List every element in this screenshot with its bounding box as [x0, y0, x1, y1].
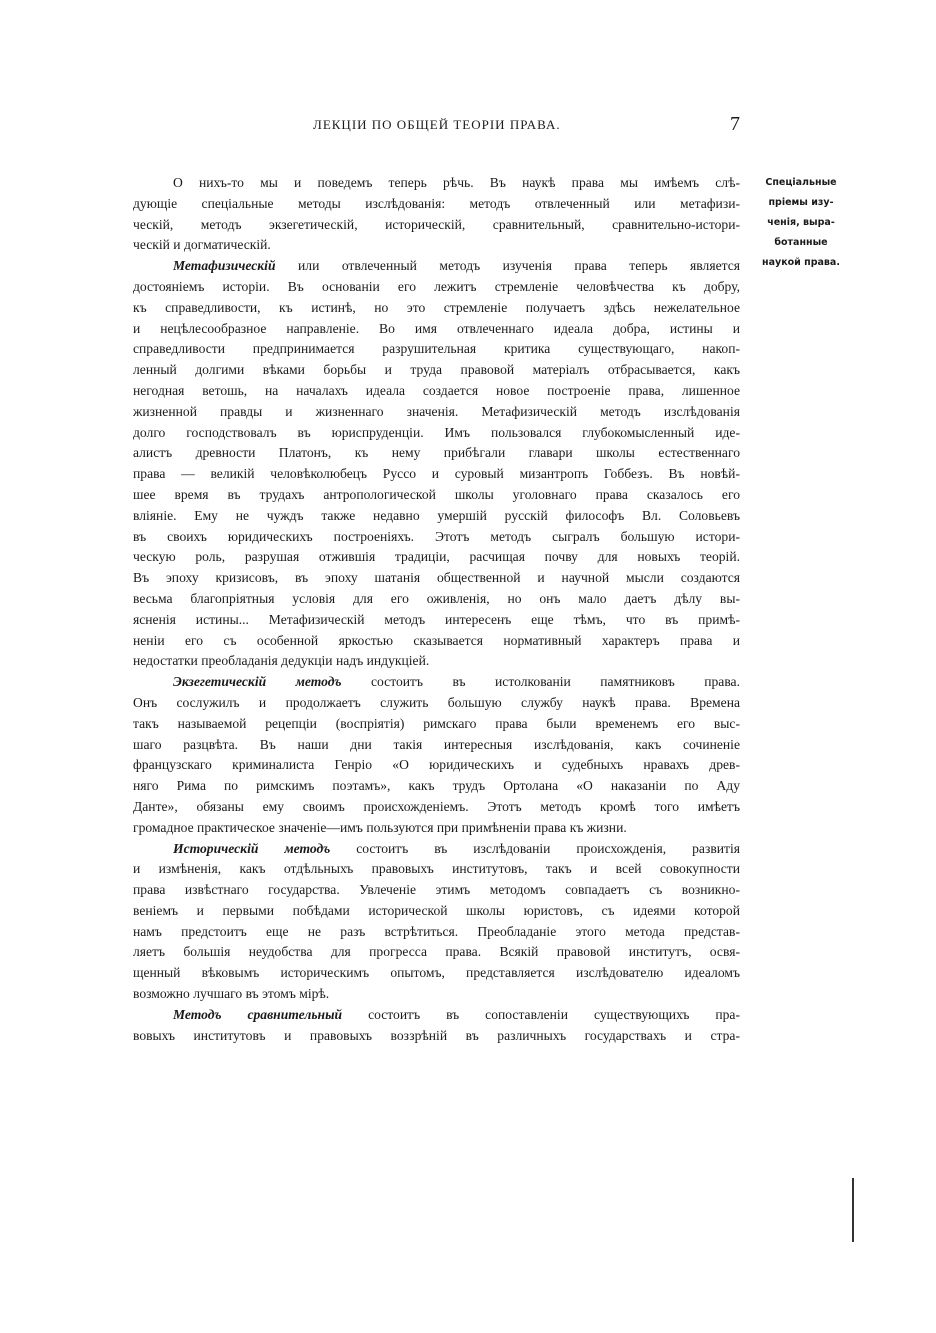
paragraph: [133, 1005, 740, 1047]
margin-note: [758, 173, 844, 273]
text-line: [133, 402, 740, 423]
paragraph-lead-term: Методъ сравнительный: [173, 1006, 343, 1022]
text-line: [133, 443, 740, 464]
line-text: справедливости предпринимается разрушительная критика существующаго, накоп-: [133, 341, 740, 357]
paragraph: [133, 672, 740, 838]
line-text: неніи его съ особенной яркостью сказывается нормативный характеръ права и: [133, 632, 740, 648]
line-text: негодная ветошь, на началахъ идеала создается новое построеніе права, лишенное: [133, 382, 740, 398]
text-line: [133, 360, 740, 381]
line-text: няго Рима по римскимъ поэтамъ», какъ трудъ Ортолана «О наказаніи по Аду: [133, 778, 740, 794]
line-text: ческій и догматическій.: [133, 237, 271, 253]
text-line: [133, 1026, 740, 1047]
text-line: [133, 839, 740, 860]
paragraph-lead-term: Историческій методъ: [173, 840, 331, 856]
text-line: [133, 423, 740, 444]
paragraph: [133, 173, 740, 256]
body-text: [133, 173, 740, 1046]
margin-note-line: Спеціальные: [765, 177, 837, 188]
text-line: [133, 506, 740, 527]
text-line: [133, 818, 740, 839]
text-line: [133, 381, 740, 402]
text-line: [133, 714, 740, 735]
line-text: права — великій человѣколюбецъ Руссо и суровый мизантропъ Гоббезъ. Въ новѣй-: [133, 466, 740, 482]
line-text: алистъ древности Платонъ, къ нему прибѣгали главари школы естественнаго: [133, 445, 740, 461]
line-text: шаго разцвѣта. Въ наши дни такія интересныя изслѣдованія, какъ сочиненіе: [133, 736, 740, 752]
paragraph-lead-term: Метафизическій: [173, 258, 276, 274]
text-line: [133, 298, 740, 319]
line-text: къ справедливости, къ истинѣ, но это стремленіе получаетъ здѣсь нежелательное: [133, 299, 740, 315]
text-line: [133, 319, 740, 340]
text-line: [133, 922, 740, 943]
text-line: [133, 942, 740, 963]
line-text: ческій, методъ экзегетическій, историческій, сравнительный, сравнительно-истори-: [133, 216, 740, 232]
text-line: [133, 984, 740, 1005]
text-line: [133, 568, 740, 589]
line-text: ляетъ большія неудобства для прогресса права. Всякій правовой институтъ, освя-: [133, 944, 740, 960]
text-line: [133, 859, 740, 880]
line-text: достояніемъ исторіи. Въ основаніи его лежитъ стремленіе человѣчества къ добру,: [133, 278, 740, 294]
line-text: веніемъ и первыми побѣдами исторической школы юристовъ, съ идеями которой: [133, 902, 740, 918]
text-line: [133, 256, 740, 277]
text-line: [133, 527, 740, 548]
text-line: [133, 880, 740, 901]
text-line: [133, 610, 740, 631]
text-line: [133, 194, 740, 215]
line-text: дующіе спеціальные методы изслѣдованія: методъ отвлеченный или метафизи-: [133, 195, 740, 211]
line-text: весьма благопріятныя условія для его оживленія, но онъ мало даетъ дѣлу вы-: [133, 590, 740, 606]
margin-note-line: пріемы изу-: [768, 197, 834, 208]
paragraph: [133, 256, 740, 672]
line-text: Онъ сослужилъ и продолжаетъ служить большую службу наукѣ права. Времена: [133, 694, 740, 710]
line-text: возможно лучшаго въ этомъ мірѣ.: [133, 986, 330, 1002]
margin-note-line: наукой права.: [762, 257, 840, 268]
text-line: [133, 464, 740, 485]
text-line: [133, 755, 740, 776]
line-text: долго господствовалъ въ юриспруденціи. Имъ пользовался глубокомысленный иде-: [133, 424, 740, 440]
page-header: [133, 113, 740, 139]
text-line: [133, 776, 740, 797]
text-line: [133, 797, 740, 818]
line-text: и измѣненія, какъ отдѣльныхъ правовыхъ институтовъ, такъ и всей совокупности: [133, 861, 740, 877]
text-line: [133, 963, 740, 984]
text-line: [133, 901, 740, 922]
paragraph-lead-term: Экзегетическій методъ: [173, 674, 342, 690]
text-line: [133, 735, 740, 756]
line-text: О нихъ-то мы и поведемъ теперь рѣчь. Въ наукѣ права мы имѣемъ слѣ-: [173, 175, 740, 190]
text-line: [133, 173, 740, 194]
line-text: громадное практическое значеніе—имъ пользуются при примѣненіи права къ жизни.: [133, 819, 627, 835]
running-title: ЛЕКЦІИ ПО ОБЩЕЙ ТЕОРІИ ПРАВА.: [313, 117, 561, 132]
line-text: состоитъ въ изслѣдованіи происхожденія, развитія: [330, 840, 740, 856]
line-text: ясненія истины... Метафизическій методъ интересенъ еще тѣмъ, что въ примѣ-: [133, 611, 740, 627]
text-line: [133, 235, 740, 256]
line-text: жизненной правды и жизненнаго значенія. Метафизическій методъ изслѣдованія: [133, 403, 740, 419]
text-line: [133, 485, 740, 506]
line-text: и нецѣлесообразное направленіе. Во имя отвлеченнаго идеала добра, истины и: [133, 320, 740, 336]
line-text: вовыхъ институтовъ и правовыхъ воззрѣній въ различныхъ государствахъ и стра-: [133, 1027, 740, 1043]
text-line: [133, 1005, 740, 1026]
line-text: французскаго криминалиста Генріо «О юридическихъ и судебныхъ нравахъ древ-: [133, 757, 740, 773]
line-text: состоитъ въ истолкованіи памятниковъ права.: [341, 674, 740, 690]
text-line: [133, 651, 740, 672]
text-line: [133, 693, 740, 714]
line-text: ленный долгими вѣками борьбы и труда правовой матеріалъ отбрасывается, какъ: [133, 362, 740, 378]
margin-note-line: ботанные: [774, 237, 828, 248]
line-text: щенный вѣковымъ историческимъ опытомъ, представляется изслѣдователю идеаломъ: [133, 965, 740, 981]
text-line: [133, 339, 740, 360]
scan-artifact-line: [852, 1178, 854, 1242]
line-text: Данте», обязаны ему своимъ происхожденіемъ. Этотъ методъ кромѣ того имѣетъ: [133, 798, 740, 814]
page-number: 7: [730, 113, 740, 135]
line-text: состоитъ въ сопоставленіи существующихъ пра-: [342, 1006, 740, 1022]
text-line: [133, 547, 740, 568]
text-line: [133, 631, 740, 652]
text-line: [133, 277, 740, 298]
line-text: шее время въ трудахъ антропологической школы уголовнаго права сказалось его: [133, 486, 740, 502]
text-line: [133, 215, 740, 236]
line-text: намъ предстоитъ еще не разъ встрѣтиться. Преобладаніе этого метода представ-: [133, 923, 740, 939]
line-text: Въ эпоху кризисовъ, въ эпоху шатанія общественной и научной мысли создаются: [133, 570, 740, 586]
line-text: такъ называемой рецепціи (воспріятія) римскаго права были временемъ его выс-: [133, 715, 740, 731]
line-text: права извѣстнаго государства. Увлеченіе этимъ методомъ совпадаетъ съ возникно-: [133, 882, 740, 898]
line-text: недостатки преобладанія дедукціи надъ индукціей.: [133, 653, 430, 669]
text-line: [133, 589, 740, 610]
margin-note-line: ченія, выра-: [767, 217, 835, 228]
line-text: ческую роль, разрушая отжившія традиціи, расчищая почву для новыхъ теорій.: [133, 549, 740, 565]
line-text: въ своихъ юридическихъ построеніяхъ. Этотъ методъ сыгралъ большую истори-: [133, 528, 740, 544]
line-text: вліяніе. Ему не чуждъ также недавно умершій русскій философъ Вл. Соловьевъ: [133, 507, 740, 523]
line-text: или отвлеченный методъ изученія права теперь является: [275, 258, 740, 274]
text-line: [133, 672, 740, 693]
paragraph: [133, 839, 740, 1005]
